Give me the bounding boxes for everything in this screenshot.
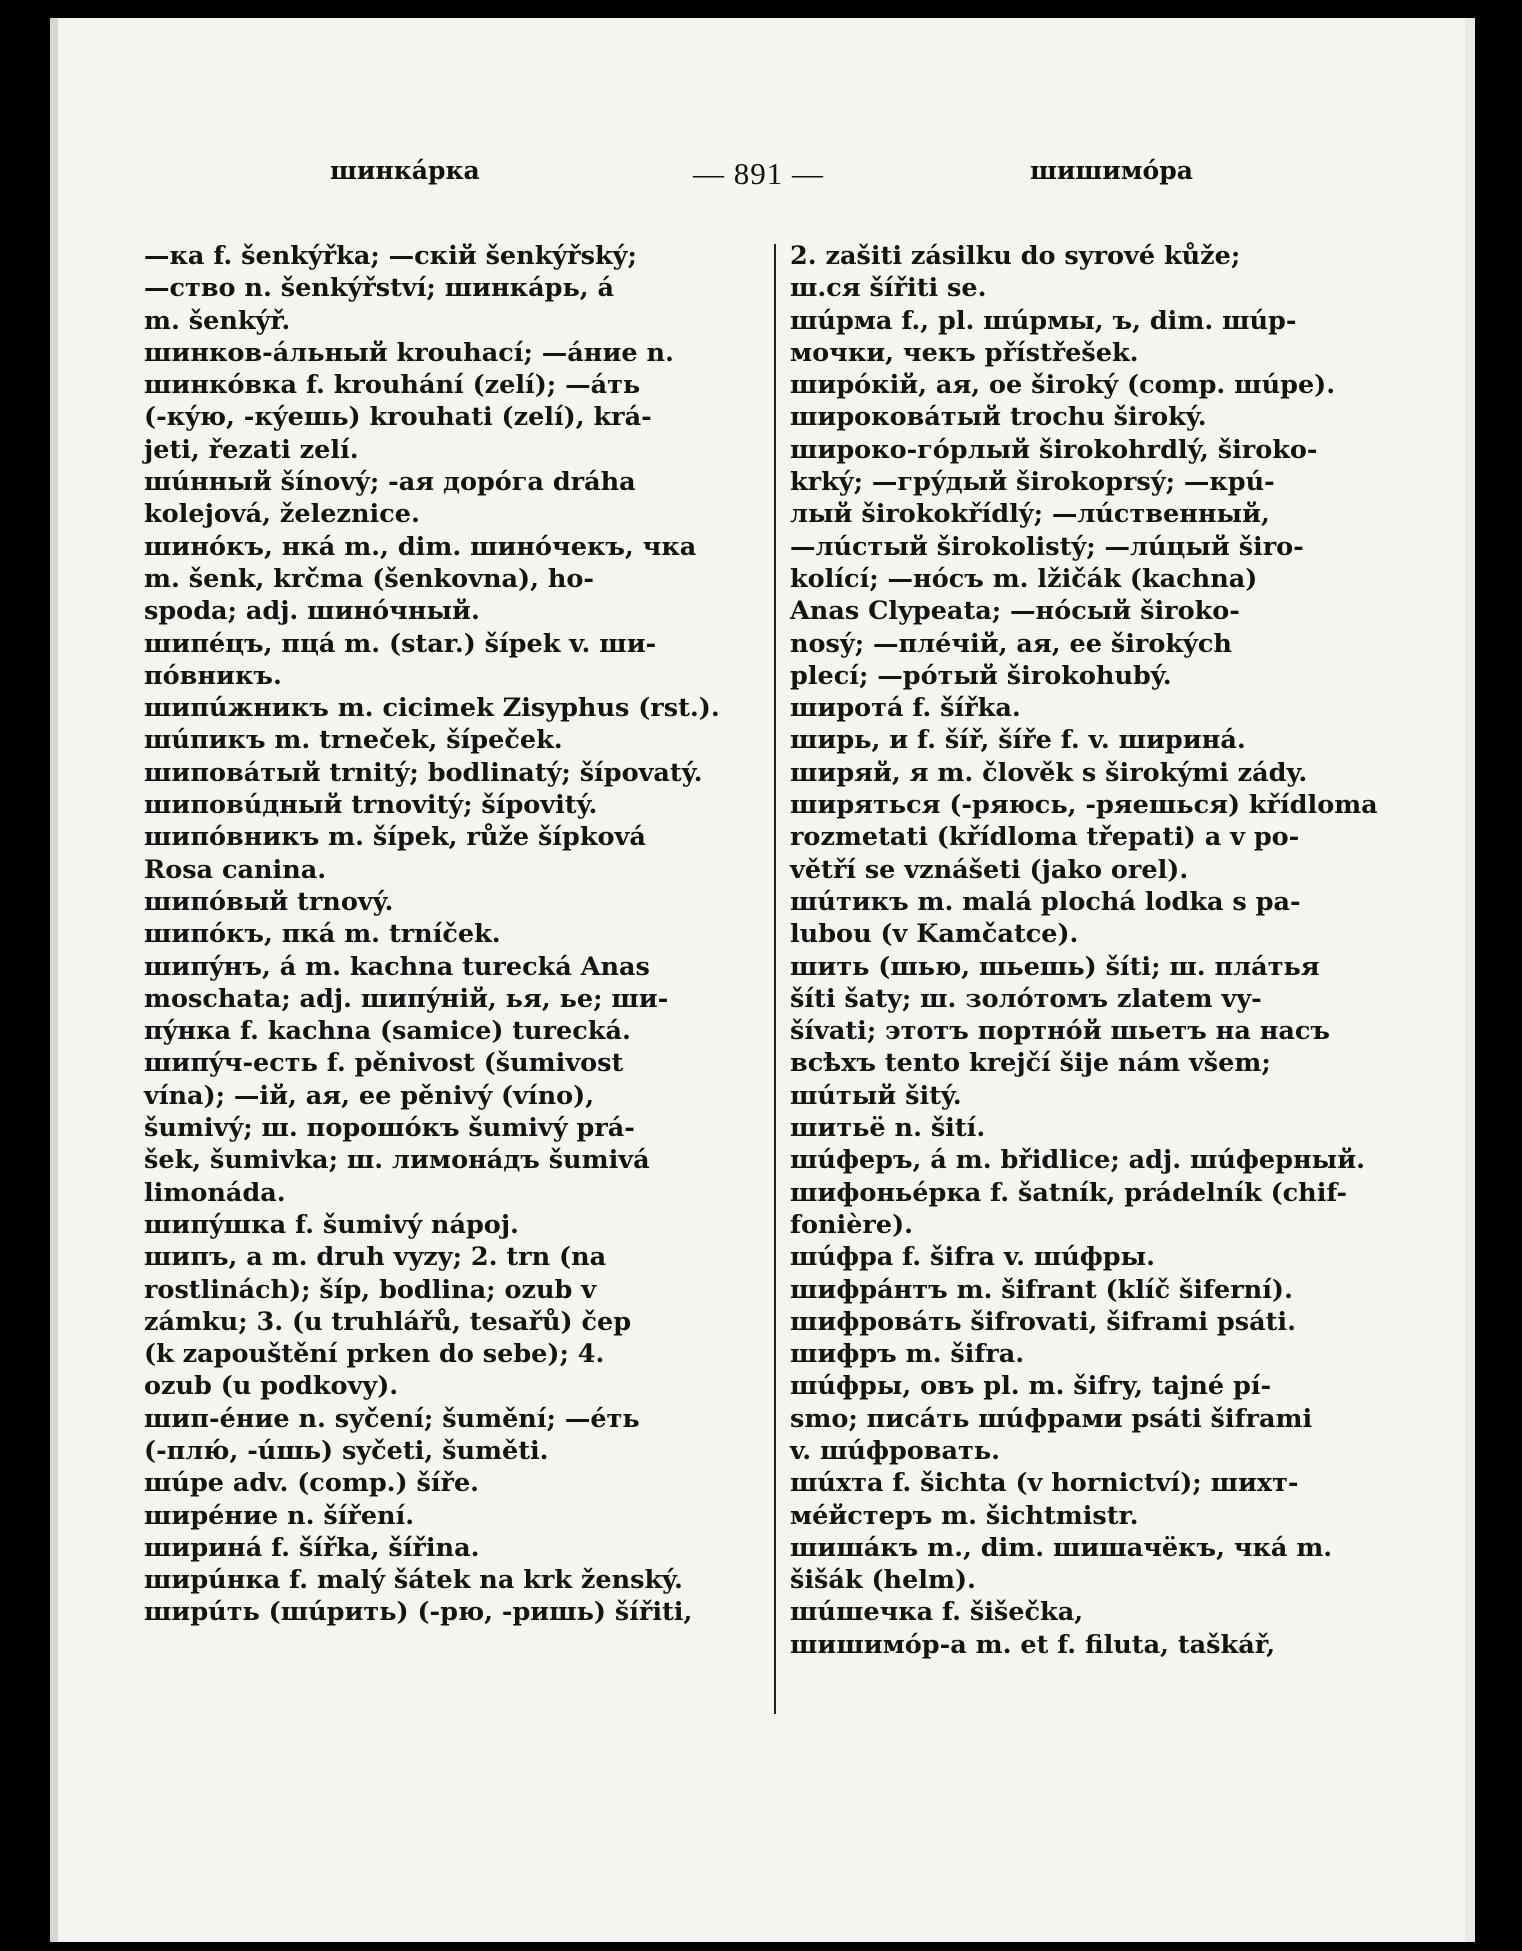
dictionary-line: шинков-áльный krouhací; —áние n. — [144, 337, 674, 368]
dictionary-line: широко-гóрлый širokohrdlý, široko- — [790, 434, 1318, 465]
dictionary-line: шишимóр-а m. et f. filuta, taškář, — [790, 1629, 1276, 1660]
dictionary-line: ширинá f. šířka, šířina. — [144, 1532, 480, 1563]
dictionary-line: шишáкъ m., dim. шишачёкъ, чкá m. — [790, 1532, 1333, 1563]
dictionary-line: —лúстый širokolistý; —лúцый širo- — [790, 531, 1304, 562]
dictionary-line: lubou (v Kamčatce). — [790, 919, 1079, 950]
dictionary-line: plecí; —рóтый širokohubý. — [790, 660, 1172, 691]
dictionary-line: Anas Clypeata; —нóсый široko- — [790, 596, 1240, 627]
dictionary-line: шúтый šitý. — [790, 1080, 962, 1111]
dictionary-line: шипýшка f. šumivý nápoj. — [144, 1209, 519, 1240]
dictionary-line: пýнка f. kachna (samice) turecká. — [144, 1016, 631, 1047]
dictionary-line: ширéние n. šíření. — [144, 1500, 415, 1531]
dictionary-line: пóвникъ. — [144, 660, 282, 691]
header-left-guideword: шинкáрка — [330, 156, 480, 185]
dictionary-line: kolejová, železnice. — [144, 499, 420, 530]
dictionary-line: nosý; —плéчій, ая, ее širokých — [790, 628, 1232, 659]
dictionary-line: шúпикъ m. trneček, šípeček. — [144, 725, 563, 756]
dictionary-line: (-плю́, -úшь) syčeti, šuměti. — [144, 1435, 549, 1466]
dictionary-line: v. шúфровать. — [790, 1435, 1001, 1466]
dictionary-line: шипýч-есть f. pěnivost (šumivost — [144, 1048, 624, 1079]
dictionary-line: шúтикъ m. malá plochá lodka s pa- — [790, 886, 1301, 917]
dictionary-line: m. šenkýř. — [144, 305, 291, 336]
dictionary-line: мéйстеръ m. šichtmistr. — [790, 1500, 1139, 1531]
dictionary-line: (-кýю, -кýешь) krouhati (zelí), krá- — [144, 402, 652, 433]
dictionary-line: rozmetati (křídloma třepati) a v po- — [790, 822, 1300, 853]
dictionary-line: vína); —ій, ая, ее pěnivý (víno), — [144, 1080, 595, 1111]
dictionary-line: шúнный šínový; -ая дорóга dráha — [144, 467, 636, 498]
page-edge — [1465, 18, 1475, 1942]
dictionary-line: jeti, řezati zelí. — [144, 434, 359, 465]
dictionary-line: (k zapouštění prken do sebe); 4. — [144, 1339, 605, 1370]
dictionary-line: —ка f. šenkýřka; —скій šenkýřský; — [144, 241, 637, 271]
dictionary-line: шúферъ, á m. břidlice; adj. шúферный. — [790, 1145, 1365, 1176]
dictionary-line: шúфры, овъ pl. m. šifry, tajné pí- — [790, 1371, 1272, 1402]
dictionary-line: ширяй, я m. člověk s širokými zády. — [790, 757, 1308, 788]
dictionary-line: zámku; 3. (u truhlářů, tesařů) čep — [144, 1306, 632, 1337]
dictionary-line: шипóвый trnový. — [144, 886, 394, 917]
dictionary-line: шифръ m. šifra. — [790, 1339, 1025, 1370]
dictionary-line: větří se vznášeti (jako orel). — [790, 854, 1189, 885]
dictionary-line: šíti šaty; ш. золóтомъ zlatem vy- — [790, 983, 1262, 1014]
left-column — [144, 240, 789, 1629]
dictionary-line: широтá f. šířka. — [790, 693, 1021, 724]
dictionary-line: limonáda. — [144, 1177, 286, 1208]
dictionary-line: fonière). — [790, 1209, 914, 1240]
dictionary-line: šek, šumivka; ш. лимонáдъ šumivá — [144, 1145, 650, 1176]
dictionary-line: шиповúдный trnovitý; šípovitý. — [144, 790, 598, 821]
dictionary-line: 2. zašiti zásilku do syrové kůže; — [790, 241, 1241, 271]
dictionary-line: spoda; adj. шинóчный. — [144, 596, 480, 627]
page-number: — 891 — — [693, 156, 824, 191]
dictionary-line: ozub (u podkovy). — [144, 1371, 399, 1402]
dictionary-line: широковáтый trochu široký. — [790, 402, 1207, 433]
dictionary-line: шифровáть šifrovati, šiframi psáti. — [790, 1306, 1296, 1337]
dictionary-line: шúрмa f., pl. шúрмы, ъ, dim. шúр- — [790, 305, 1297, 336]
dictionary-line: kolící; —нóсъ m. lžičák (kachna) — [790, 563, 1258, 594]
dictionary-line: шифоньéрка f. šatník, prádelník (chif- — [790, 1177, 1348, 1208]
dictionary-line: шить (шью, шьешь) šíti; ш. плáтья — [790, 951, 1320, 982]
dictionary-line: мочки, чекъ přístřešek. — [790, 337, 1139, 368]
page-header — [50, 156, 1475, 196]
dictionary-line: ш.ся šířiti se. — [790, 273, 987, 304]
header-right-guideword: шишимóра — [1030, 156, 1193, 185]
dictionary-line: šišák (helm). — [790, 1565, 976, 1596]
dictionary-line: шитьё n. šití. — [790, 1113, 986, 1144]
dictionary-line: шúре adv. (comp.) šíře. — [144, 1468, 480, 1499]
dictionary-line: всѣхъ tento krejčí šije nám všem; — [790, 1048, 1271, 1079]
dictionary-line: —ство n. šenkýřství; шинкáрь, á — [144, 273, 615, 304]
dictionary-page — [50, 18, 1475, 1942]
dictionary-line: krký; —грýдый širokoprsý; —крú- — [790, 467, 1275, 498]
dictionary-line: шипъ, а m. druh vyzy; 2. trn (na — [144, 1242, 607, 1273]
dictionary-line: šívati; этотъ портнóй шьетъ на насъ — [790, 1016, 1330, 1047]
dictionary-line: шúшечка f. šišečka, — [790, 1597, 1084, 1628]
dictionary-line: шипýнъ, á m. kachna turecká Anas — [144, 951, 650, 982]
dictionary-line: шипóкъ, пкá m. trníček. — [144, 919, 501, 950]
dictionary-line: Rosa canina. — [144, 854, 327, 885]
dictionary-line: ширь, и f. šíř, šíře f. v. ширинá. — [790, 725, 1246, 756]
dictionary-line: шипéцъ, пцá m. (star.) šípek v. ши- — [144, 628, 657, 659]
dictionary-line: шиповáтый trnitý; bodlinatý; šípovatý. — [144, 757, 703, 788]
dictionary-line: ширúть (шúрить) (-рю, -ришь) šířiti, — [144, 1597, 693, 1628]
dictionary-line: шинóкъ, нкá m., dim. шинóчекъ, чка — [144, 531, 697, 562]
dictionary-line: ширóкій, ая, ое široký (comp. шúре). — [790, 370, 1336, 401]
dictionary-line: шúфра f. šifra v. шúфры. — [790, 1242, 1156, 1273]
dictionary-line: rostlinách); šíp, bodlina; ozub v — [144, 1274, 597, 1305]
dictionary-line: šumivý; ш. порошóкъ šumivý prá- — [144, 1113, 635, 1144]
dictionary-line: шипúжникъ m. cicimek Zisyphus (rst.). — [144, 693, 720, 724]
dictionary-line: шинкóвка f. krouhání (zelí); —áть — [144, 370, 641, 401]
page-gutter-shadow — [50, 18, 58, 1942]
dictionary-line: ширяться (-ряюсь, -ряешься) křídloma — [790, 790, 1378, 821]
dictionary-line: шифрáнтъ m. šifrant (klíč šiferní). — [790, 1274, 1293, 1305]
dictionary-line: шип-éние n. syčení; šumění; —éть — [144, 1403, 640, 1434]
dictionary-line: m. šenk, krčma (šenkovna), ho- — [144, 563, 594, 594]
right-column — [790, 240, 1440, 1661]
dictionary-line: ширúнка f. malý šátek na krk ženský. — [144, 1565, 683, 1596]
dictionary-line: шипóвникъ m. šípek, růže šípková — [144, 822, 646, 853]
dictionary-line: moschata; adj. шипýній, ья, ье; ши- — [144, 983, 669, 1014]
dictionary-line: шúхта f. šichta (v hornictví); шихт- — [790, 1468, 1299, 1499]
dictionary-line: smo; писáть шúфрами psáti šiframi — [790, 1403, 1313, 1434]
dictionary-line: лый širokokřídlý; —лúственный, — [790, 499, 1270, 530]
